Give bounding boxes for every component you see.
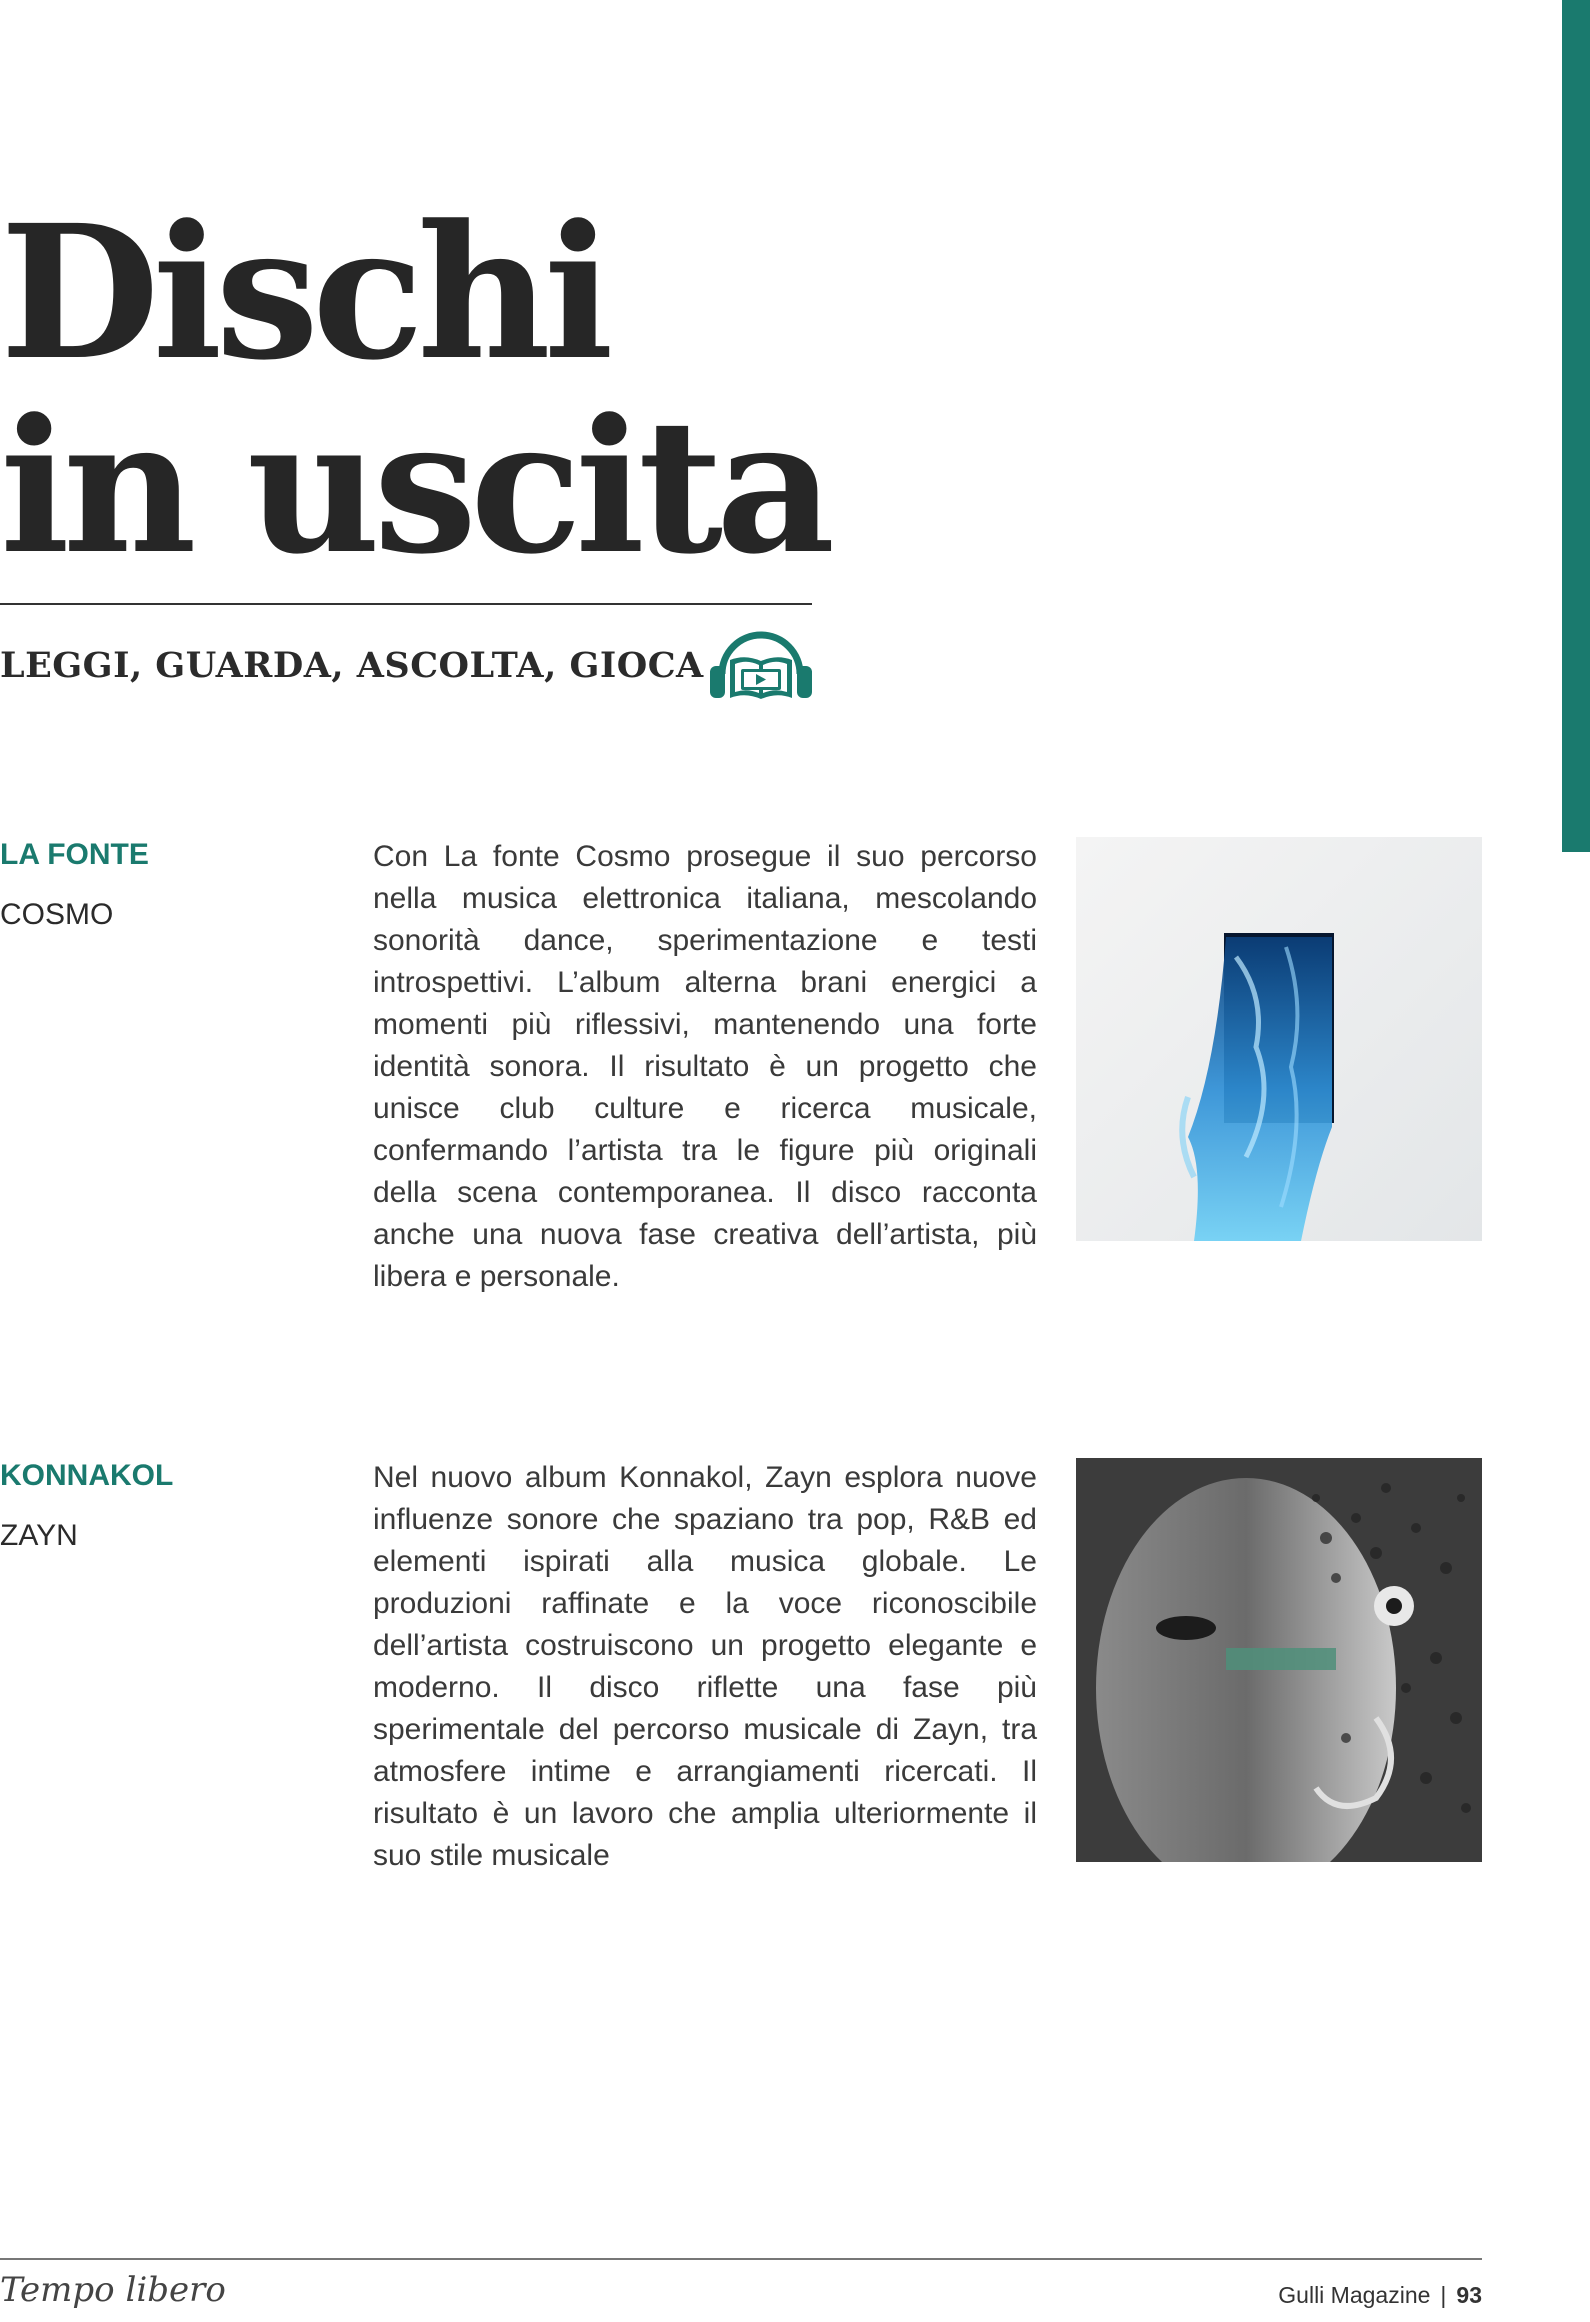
section-kicker: LEGGI, GUARDA, ASCOLTA, GIOCA <box>0 645 704 686</box>
album-artist-zayn: ZAYN <box>0 1519 78 1552</box>
album-description-konnakol: Nel nuovo album Konnakol, Zayn esplora nuove influenze sonore che spaziano tra pop, R&B ed elementi ispirati alla musica globale. Le produzioni raffinate e la voce riconoscibile dell’artista costruiscono un progetto elegante e moderno. Il disco riflette una fase più sperimentale del percorso musicale di Zayn, tra atmosfere intime e arrangiamenti ricercati. Il risultato è un lavoro che amplia ulteriormente il suo stile musicale <box>373 1461 1037 1872</box>
footer-magazine-name: Gulli Magazine <box>1278 2282 1431 2308</box>
album-description-la-fonte: Con La fonte Cosmo prosegue il suo percorso nella musica elettronica italiana, mescolando sonorità dance, sperimentazione e testi introspettivi. L’album alterna brani energici a momenti più riflessivi, mantenendo una forte identità sonora. Il risultato è un progetto che unisce club culture e ricerca musicale, confermando l’artista tra le figure più originali della scena contemporanea. Il disco racconta anche una nuova fase creativa dell’artista, più libera e personale. <box>373 840 1037 1293</box>
section-side-bar <box>1562 0 1590 852</box>
footer-page-info <box>1278 2282 1482 2309</box>
album-cover-la-fonte <box>1076 837 1482 1241</box>
footer-separator: | <box>1440 2282 1447 2308</box>
album-cover-konnakol <box>1076 1458 1482 1862</box>
footer-section-name: Tempo libero <box>0 2270 226 2310</box>
footer-divider <box>0 2258 1482 2260</box>
page-number: 93 <box>1456 2282 1482 2308</box>
page-title-line-1: Dischi <box>0 185 607 401</box>
page-title-line-2: in uscita <box>0 379 829 595</box>
album-artist-cosmo: COSMO <box>0 898 114 931</box>
title-divider <box>0 603 812 605</box>
album-title-la-fonte: LA FONTE <box>0 838 149 871</box>
book-headphones-icon <box>708 622 814 706</box>
album-title-konnakol: KONNAKOL <box>0 1459 174 1492</box>
page-title <box>0 185 829 595</box>
